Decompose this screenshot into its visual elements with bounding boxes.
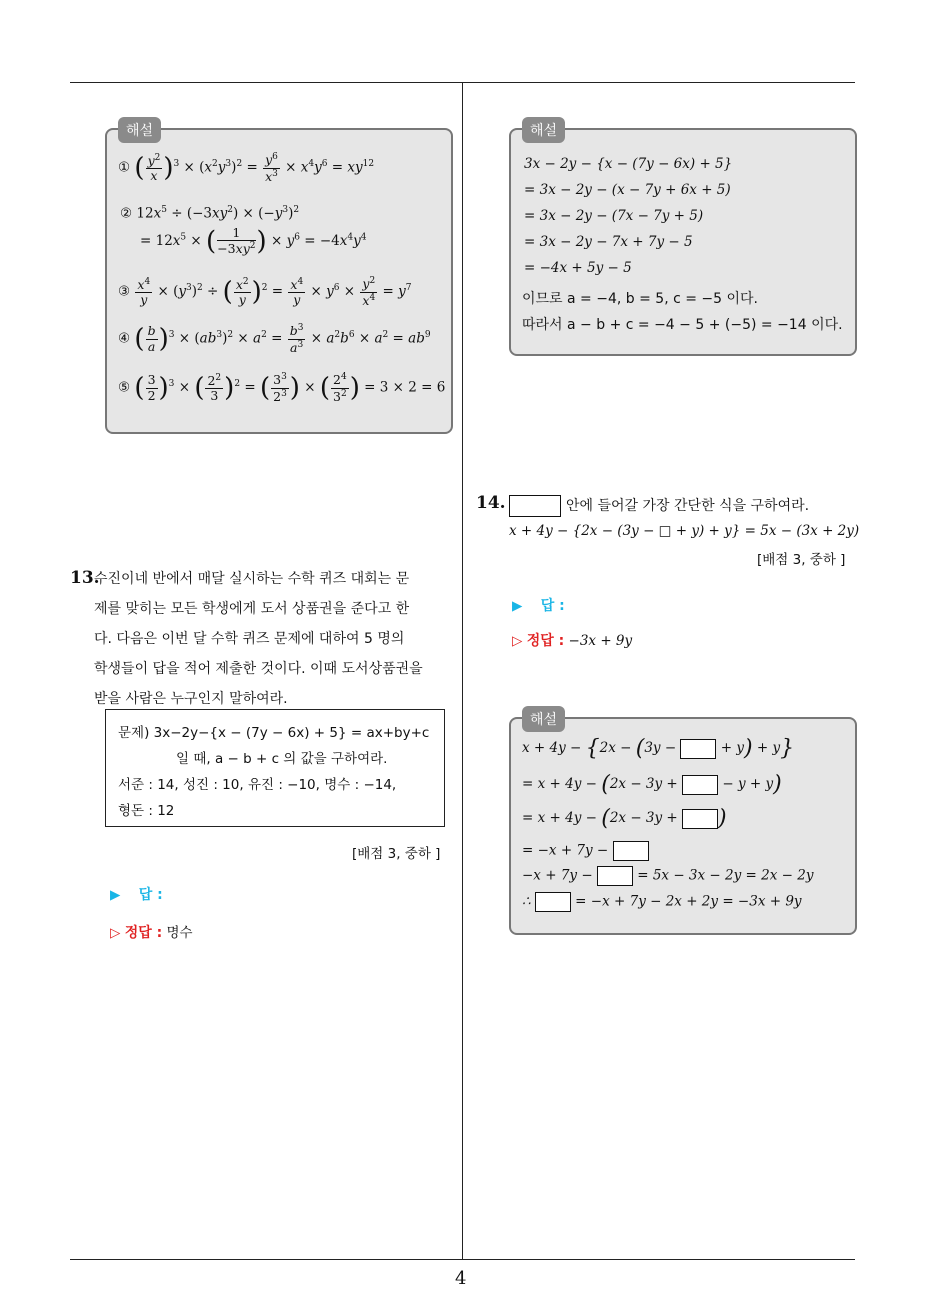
q13-number: 13. (70, 568, 100, 588)
left-sol-item-3: ③ $\frac{x^4}{y}$ × $(y^3)^2$ ÷ ( $\frac{x^2}{y}$ )$^2$ = $\frac{x^4}{y}$ × $y^6$ × $\frac{y^2}{x^4}$ = $y^7$ (118, 276, 412, 308)
q14-text: 안에 들어갈 가장 간단한 식을 구하여라. (566, 498, 810, 514)
left-sol-item-1: ① ( $\frac{y^2}{x}$ )$^3 \times (x^2y^3)^2$ = $\frac{y^6}{x^3}$ × $x^4y^6 = xy^{12}$ (118, 152, 375, 184)
rs2-l3-part-a: = x + 4y − (522, 810, 602, 826)
outline-arrow-icon: ▷ (512, 633, 523, 649)
bottom-rule (70, 1259, 855, 1260)
rs2-l1-part-b: 2x − (599, 740, 636, 756)
q13-line-2: 제를 맞히는 모든 학생에게 도서 상품권을 준다고 한 (94, 601, 410, 617)
rs2-l1-part-e: + y (752, 740, 781, 756)
rs2-l6-part-a: ∴ (522, 893, 535, 910)
circle-number-1: ① (118, 159, 131, 176)
rs2-l4-blank (613, 841, 649, 861)
rs2-l5-part-a: −x + 7y − (522, 867, 597, 884)
q14-equation: x + 4y − {2x − (3y − □ + y) + y} = 5x − (3x + 2y) (509, 523, 860, 539)
rs2-l1-blank (680, 739, 716, 759)
q13-correct-label: 정답 : (124, 925, 163, 941)
rs2-l2-blank (682, 775, 718, 795)
rs2-line-5 (522, 866, 813, 886)
q13-line-3: 다. 다음은 이번 달 수학 퀴즈 문제에 대하여 5 명의 (94, 631, 405, 647)
rs2-l5-blank (597, 866, 633, 886)
rs2-l6-part-b: = −x + 7y − 2x + 2y = −3x + 9y (570, 893, 802, 910)
rs2-l1-part-d: + y (716, 740, 744, 756)
play-arrow-icon: ▶ (110, 887, 121, 903)
left-sol-item-2a: ② $12x^5 \div (-3xy^2) \times (-y^3)^2$ (120, 205, 300, 222)
rs2-l6-blank (535, 892, 571, 912)
q13-score: [배점 3, 중하 ] (352, 846, 441, 862)
rs2-l2-part-a: = x + 4y − (522, 776, 602, 792)
circle-number-4: ④ (118, 330, 131, 347)
rs1-line-4: = 3x − 2y − 7x + 7y − 5 (524, 234, 693, 250)
circle-number-3: ③ (118, 283, 131, 300)
q14-correct-value: −3x + 9y (568, 633, 633, 649)
q13-line-5: 받을 사람은 누구인지 말하여라. (94, 691, 288, 707)
q13-box-line-4: 형돈 : 12 (118, 803, 175, 819)
page-number: 4 (455, 1268, 467, 1289)
q13-text (94, 564, 456, 714)
rs1-line-3: = 3x − 2y − (7x − 7y + 5) (524, 208, 704, 224)
q14-answer-row[interactable] (512, 595, 565, 615)
rs1-line-7: 따라서 a − b + c = −4 − 5 + (−5) = −14 이다. (522, 317, 843, 333)
play-arrow-icon: ▶ (512, 598, 523, 614)
circle-number-2: ② (120, 205, 133, 222)
q13-box-line-1: 문제) 3x−2y−{x − (7y − 6x) + 5} = ax+by+c (118, 725, 430, 741)
column-divider (462, 83, 463, 1260)
left-solution-tag: 해설 (118, 117, 161, 143)
rs1-line-2: = 3x − 2y − (x − 7y + 6x + 5) (524, 182, 731, 198)
q13-answer-row[interactable] (110, 884, 163, 904)
q14-correct-label: 정답 : (526, 633, 565, 649)
rs1-line-5: = −4x + 5y − 5 (524, 260, 632, 276)
right-solution-tag-2: 해설 (522, 706, 565, 732)
q13-line-4: 학생들이 답을 적어 제출한 것이다. 이때 도서상품권을 (94, 661, 423, 677)
rs2-l3-part-b: 2x − 3y + (609, 810, 683, 826)
rs2-l2-part-b: 2x − 3y + (609, 776, 683, 792)
q13-correct-value: 명수 (166, 925, 193, 941)
rs2-l2-part-c: − y + y (718, 776, 774, 792)
rs2-line-6 (522, 892, 802, 912)
rs1-line-6: 이므로 a = −4, b = 5, c = −5 이다. (522, 291, 759, 307)
left-sol-item-4: ④ ( $\frac{b}{a}$ )$^3 \times (ab^3)^2 \times a^2$ = $\frac{b^3}{a^3}$ × $a^2b^6 \times a^2 = ab^9$ (118, 323, 431, 355)
rs2-line-2: = x + 4y − (2x − 3y + − y + y) (522, 772, 782, 797)
q13-line-1: 수진이네 반에서 매달 실시하는 수학 퀴즈 대회는 문 (94, 571, 410, 587)
q14-number: 14. (476, 493, 506, 513)
right-solution-tag-1: 해설 (522, 117, 565, 143)
q13-correct-row (110, 921, 193, 942)
outline-arrow-icon: ▷ (110, 925, 121, 941)
rs2-l1-part-c: 3y − (644, 740, 681, 756)
rs2-line-4 (522, 841, 649, 861)
rs2-line-3: = x + 4y − (2x − 3y + ) (522, 806, 727, 831)
rs2-l3-blank (682, 809, 718, 829)
rs2-l1-part-a: x + 4y − (522, 740, 586, 756)
rs2-l5-part-b: = 5x − 3x − 2y = 2x − 2y (632, 867, 814, 884)
q14-answer-label: 답 : (540, 598, 565, 614)
q13-answer-label: 답 : (138, 887, 163, 903)
q14-blank-box (509, 495, 561, 517)
q13-box-line-2: 일 때, a − b + c 의 값을 구하여라. (176, 751, 388, 767)
rs2-line-1: x + 4y − {2x − (3y − + y) + y} (522, 736, 795, 761)
circle-number-5: ⑤ (118, 379, 131, 396)
q14-correct-row (512, 630, 632, 650)
rs2-l4-part-a: = −x + 7y − (522, 842, 613, 859)
q13-box-line-3: 서준 : 14, 성진 : 10, 유진 : −10, 명수 : −14, (118, 777, 397, 793)
left-sol-item-2b: = $12x^5$ × ( $\frac{1}{-3xy^2}$ ) × $y^6 = -4x^4y^4$ (140, 225, 367, 257)
left-sol-item-5: ⑤ ( $\frac{3}{2}$ )$^3$ × ( $\frac{2^2}{3}$ )$^2$ = ( $\frac{3^3}{2^3}$ ) × ( $\frac{2^4}{3^2}$ ) = 3 × 2 = 6 (118, 372, 446, 404)
rs1-line-1: 3x − 2y − {x − (7y − 6x) + 5} (524, 156, 733, 172)
q14-score: [배점 3, 중하 ] (757, 552, 846, 568)
